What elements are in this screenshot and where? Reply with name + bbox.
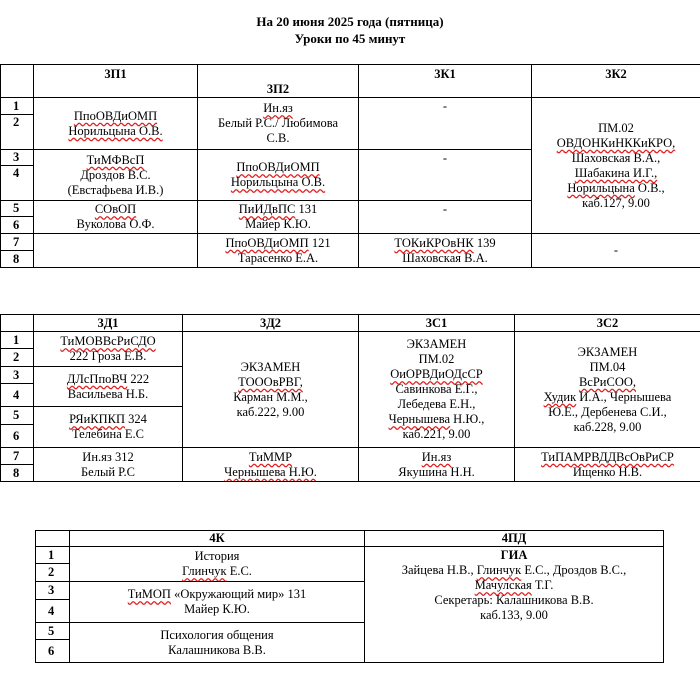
subject: ТиМФВсП — [86, 152, 145, 167]
lesson-cell-3k1-3: - — [359, 201, 532, 234]
lesson-number: 6 — [36, 640, 70, 663]
teacher: Карман М.М., — [233, 389, 308, 404]
subject: ПиИДвПС — [238, 202, 296, 216]
lesson-cell-4k-1 — [70, 547, 365, 582]
teacher: Майер К.Ю. — [184, 602, 250, 616]
exam-cell-3s2 — [515, 332, 700, 448]
exam-cell-3d2 — [183, 332, 359, 448]
room-time: каб.127, 9.00 — [582, 195, 650, 210]
teacher-cont: С.В. — [266, 131, 290, 145]
teacher: Норильцына О.В. — [230, 175, 326, 189]
header-corner — [1, 315, 34, 332]
lesson-number: 6 — [1, 217, 34, 234]
module-code: ПМ.02 — [598, 120, 634, 135]
subject: Психология общения — [160, 627, 274, 642]
room: 222 — [127, 371, 150, 386]
teacher: Майер К.Ю. — [245, 217, 311, 231]
room-time: каб.133, 9.00 — [480, 608, 548, 622]
teacher: Белый Р.С./ Любимова — [217, 116, 339, 130]
exam-cell-3k2 — [532, 98, 700, 234]
lesson-number: 4 — [1, 384, 34, 407]
room: 324 — [125, 412, 147, 426]
lesson-cell-3p1-3 — [34, 201, 198, 234]
subject: ОиОРВДиОДсСР — [390, 367, 483, 381]
schedule-table-4k-4pd — [35, 530, 664, 663]
teacher: Худик — [543, 389, 577, 404]
lesson-cell-3s1-4 — [359, 448, 515, 482]
lesson-number: 8 — [1, 251, 34, 268]
room: 139 — [473, 235, 496, 250]
group-header-3d1: 3Д1 — [34, 315, 183, 332]
header-corner — [36, 531, 70, 547]
schedule-table-3d-3s — [0, 314, 700, 482]
teacher: Глинчук — [182, 564, 227, 578]
subject: ПпоОВДиОМП — [73, 108, 158, 123]
group-header-3s1: 3С1 — [359, 315, 515, 332]
exam-label: ЭКЗАМЕН — [240, 359, 301, 374]
teacher: Шаховская В.А. — [402, 250, 488, 265]
exam-title: ГИА — [500, 548, 528, 562]
subject: Ин.яз — [263, 101, 293, 115]
teacher: Дроздов В.С. — [80, 167, 151, 182]
header-corner — [1, 65, 34, 98]
subject: ВсРиСОО, — [578, 374, 637, 389]
lesson-duration-title: Уроки по 45 минут — [294, 31, 406, 46]
subject: ТиММР — [248, 449, 293, 464]
subject: ТиМОП — [127, 587, 171, 601]
lesson-cell-4k-3 — [70, 623, 365, 663]
group-header-4pd: 4ПД — [365, 531, 664, 547]
commission-members: Е.С., Дроздов В.С., — [521, 563, 627, 577]
group-header-3d2: 3Д2 — [183, 315, 359, 332]
lesson-cell-3k1-1: - — [359, 98, 532, 150]
teacher: Шабакина И.Г., — [574, 165, 658, 180]
subject-room: Ин.яз 312 — [82, 449, 134, 464]
subject: ТиМОВВсРиСДО — [60, 334, 156, 348]
lesson-cell-3p2-1 — [198, 98, 359, 150]
lesson-number: 5 — [1, 201, 34, 217]
group-header-3p1: 3П1 — [34, 65, 198, 98]
exam-label: ЭКЗАМЕН — [406, 337, 467, 351]
teacher-initials: О.В., — [634, 180, 665, 195]
lesson-cell-3d1-2 — [34, 367, 183, 407]
lesson-cell-3d1-4 — [34, 448, 183, 482]
teacher: Ю.Е., Дербенева С.И., — [548, 404, 667, 419]
subject: ТОООвРВГ, — [238, 374, 303, 389]
lesson-number: 1 — [1, 332, 34, 349]
room: 131 — [295, 202, 318, 216]
teacher: Чернышева — [388, 412, 451, 426]
subject: ДЛсПпоВЧ — [66, 371, 128, 386]
lesson-cell-3p2-2 — [198, 150, 359, 201]
teacher-initials: Е.С. — [226, 564, 252, 578]
lesson-cell-3s2-4 — [515, 448, 700, 482]
teacher: Чернышева Н.Ю. — [224, 464, 317, 479]
subject: ОВДОНКиНККиКРО, — [556, 135, 676, 150]
lesson-number: 1 — [1, 98, 34, 115]
lesson-number: 4 — [36, 600, 70, 623]
room-time: каб.222, 9.00 — [236, 404, 305, 419]
subject: ТиПАМРВДДВсОвРиСР — [541, 449, 674, 464]
room-time: каб.221, 9.00 — [402, 427, 471, 441]
teacher: Лебедева Е.Н., — [397, 397, 476, 411]
teacher: Васильева Н.Б. — [67, 386, 149, 401]
exam-cell-4pd — [365, 547, 664, 663]
teacher: Калашникова В.В. — [168, 642, 266, 657]
schedule-date-title: На 20 июня 2025 года (пятница) — [256, 14, 444, 29]
lesson-number: 5 — [36, 623, 70, 640]
group-header-3k2: 3К2 — [532, 65, 700, 98]
lesson-cell-3d1-1 — [34, 332, 183, 367]
exam-cell-3s1 — [359, 332, 515, 448]
teacher: Белый Р.С — [80, 464, 136, 479]
subject-topic-room: «Окружающий мир» 131 — [170, 587, 307, 601]
lesson-number: 8 — [1, 465, 34, 482]
room-teacher: 222 Гроза Е.В. — [69, 349, 147, 363]
teacher-initials: Н.Ю., — [450, 412, 485, 426]
teacher: Тарасенко Е.А. — [237, 250, 319, 265]
lesson-number: 2 — [1, 349, 34, 367]
subject: ПпоОВДиОМП — [236, 160, 320, 174]
group-header-3p2: 3П2 — [198, 65, 359, 98]
secretary: Секретарь: Калашникова В.В. — [434, 593, 594, 607]
subject: История — [194, 549, 240, 563]
lesson-cell-3d1-3 — [34, 407, 183, 448]
lesson-cell-3p1-4 — [34, 234, 198, 268]
teacher-cont: (Евстафьева И.В.) — [67, 182, 164, 197]
lesson-number: 2 — [1, 115, 34, 150]
teacher: Савинкова Е.Г., — [395, 382, 478, 396]
lesson-cell-3p2-3 — [198, 201, 359, 234]
group-header-4k: 4К — [70, 531, 365, 547]
teacher: Шаховская В.А., — [571, 150, 661, 165]
room-time: каб.228, 9.00 — [573, 419, 642, 434]
group-header-3k1: 3К1 — [359, 65, 532, 98]
teacher: Вуколова О.Ф. — [76, 217, 155, 231]
subject: Ин.яз — [421, 449, 452, 464]
lesson-number: 7 — [1, 234, 34, 251]
subject: ПпоОВДиОМП — [225, 235, 309, 250]
lesson-cell-3k1-2: - — [359, 150, 532, 201]
lesson-number: 3 — [1, 367, 34, 384]
commission-member: Мачулская — [474, 578, 532, 592]
lesson-number: 6 — [1, 425, 34, 448]
lesson-number: 1 — [36, 547, 70, 564]
subject: СОвОП — [94, 202, 137, 216]
schedule-table-3p-3k — [0, 64, 700, 268]
lesson-number: 4 — [1, 166, 34, 201]
module-code: ПМ.02 — [418, 352, 455, 366]
lesson-cell-3k1-4 — [359, 234, 532, 268]
lesson-cell-3p1-1 — [34, 98, 198, 150]
teacher: Норильцына О.В. — [68, 123, 163, 138]
subject: РЯиКПКП — [69, 412, 126, 426]
teacher: Ищенко Н.В. — [572, 464, 643, 479]
lesson-number: 7 — [1, 448, 34, 465]
teacher: Норильцына — [567, 180, 635, 195]
teacher: Якушина Н.Н. — [398, 464, 475, 479]
exam-label: ЭКЗАМЕН — [577, 344, 638, 359]
lesson-number: 3 — [1, 150, 34, 166]
lesson-cell-3d2-4 — [183, 448, 359, 482]
commission-member: Зайцева Н.В., — [401, 563, 477, 577]
teacher: Телебина Е.С — [71, 427, 144, 441]
commission-initials: Т.Г. — [531, 578, 554, 592]
lesson-number: 3 — [36, 582, 70, 600]
lesson-cell-3k2-4: - — [532, 234, 700, 268]
lesson-cell-4k-2 — [70, 582, 365, 623]
subject: ТОКиКРОвНК — [394, 235, 474, 250]
group-header-3s2: 3С2 — [515, 315, 700, 332]
room: 121 — [308, 235, 331, 250]
lesson-cell-3p2-4 — [198, 234, 359, 268]
commission-member: Глинчук — [476, 563, 522, 577]
teacher-cont: И.А., Чернышева — [576, 389, 672, 404]
module-code: ПМ.04 — [589, 359, 626, 374]
lesson-number: 2 — [36, 564, 70, 582]
lesson-cell-3p1-2 — [34, 150, 198, 201]
lesson-number: 5 — [1, 407, 34, 425]
